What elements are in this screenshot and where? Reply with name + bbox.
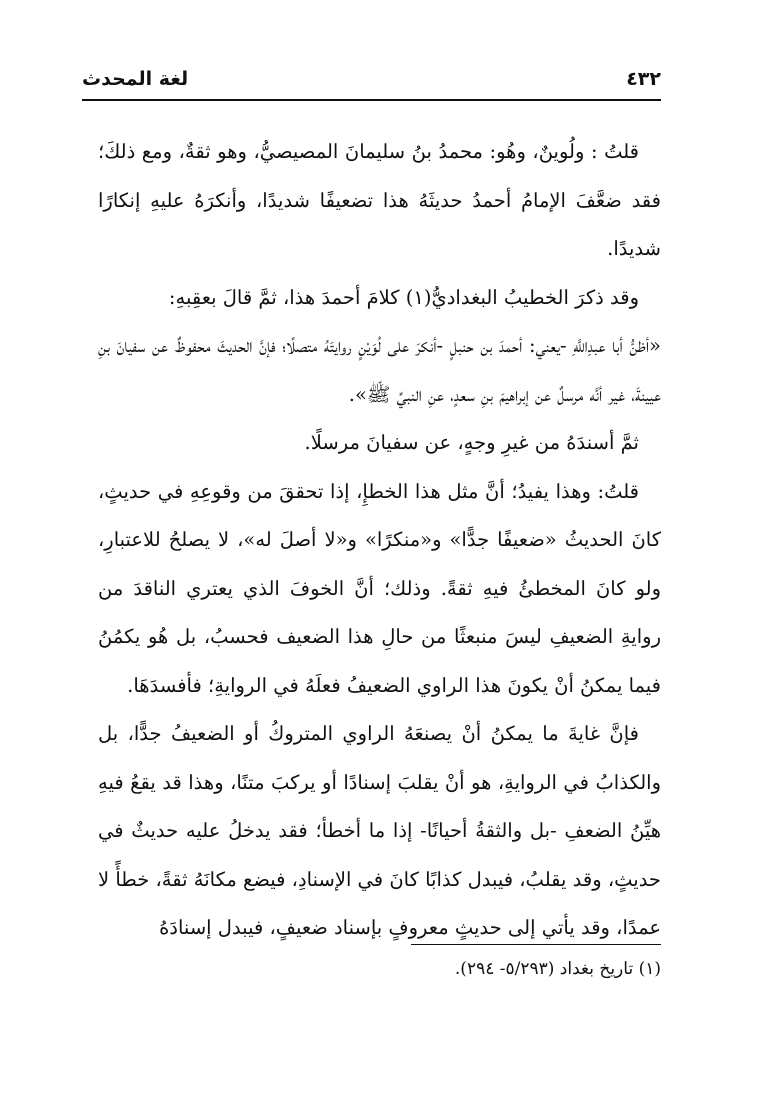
page-number: ٤٣٢ (626, 68, 661, 90)
paragraph: فإنَّ غايةَ ما يمكنُ أنْ يصنعَهُ الراوي المتروكُ أو الضعيفُ جدًّا، بل والكذابُ في الروايةِ، هو أنْ يقلبَ إسنادًا أو يركبَ متنًا، وهذا قد يقعُ فيهِ هيِّنُ الضعفِ -بل والثقةُ أحيانًا- إذا ما أخطأ؛ فقد يدخلُ عليه حديثٌ في حديثٍ، وقد يقلبُ، فيبدل كذابًا كانَ في الإسنادِ، فيضع مكانَهُ ثقةً، خطأً لا عمدًا، وقد يأتي إلى حديثٍ معروفٍ بإسناد ضعيفٍ، فيبدل إسنادَهُ (98, 722, 661, 939)
paragraph: ثمَّ أسندَهُ من غيرِ وجهٍ، عن سفيانَ مرسلًا. (304, 431, 639, 454)
page-header (82, 62, 661, 96)
header-rule (82, 99, 661, 101)
quotation-paragraph: «أظنُّ أبا عبدِاللَّهِ -يعني: أحمدَ بن حنبلٍ -أنكرَ على لُوَيْنٍ روايتَهُ متصلًا؛ فإنَّ الحديثَ محفوظٌ عن سفيانَ بنِ عيينةَ، غير أنَّه مرسلٌ عن إبراهيمَ بنِ سعدٍ، عنِ النبيِّ ﷺ». (98, 334, 661, 406)
footnote-rule (411, 944, 661, 945)
footnote: (١) تاريخ بغداد (٥/٢٩٣- ٢٩٤). (454, 959, 661, 979)
running-title: لغة المحدث (82, 68, 189, 90)
main-text (98, 128, 661, 953)
paragraph: قلتُ : ولُوينٌ، وهُو: محمدُ بنُ سليمانَ المصيصيُّ، وهو ثقةٌ، ومع ذلكَ؛ فقد ضعَّفَ الإمامُ أحمدُ حديثَهُ هذا تضعيفًا شديدًا، وأنكرَهُ عليهِ إنكارًا شديدًا. (98, 140, 661, 260)
paragraph: وقد ذكرَ الخطيبُ البغداديُّ(١) كلامَ أحمدَ هذا، ثمَّ قالَ بعقِبهِ: (168, 285, 639, 309)
paragraph: قلتُ: وهذا يفيدُ؛ أنَّ مثل هذا الخطإِ، إذا تحققَ من وقوعِهِ في حديثٍ، كانَ الحديثُ «ضعيفًا جدًّا» و«منكرًا» و«لا أصلَ له»، لا يصلحُ للاعتبارِ، ولو كانَ المخطئُ فيهِ ثقةً. وذلك؛ أنَّ الخوفَ الذي يعتري الناقدَ من روايةِ الضعيفِ ليسَ منبعثًا من حالِ هذا الضعيف فحسبُ، بل هُو يكمُنُ فيما يمكنُ أنْ يكونَ هذا الراوي الضعيفُ فعلَهُ في الروايةِ؛ فأفسدَهَا. (98, 479, 661, 697)
